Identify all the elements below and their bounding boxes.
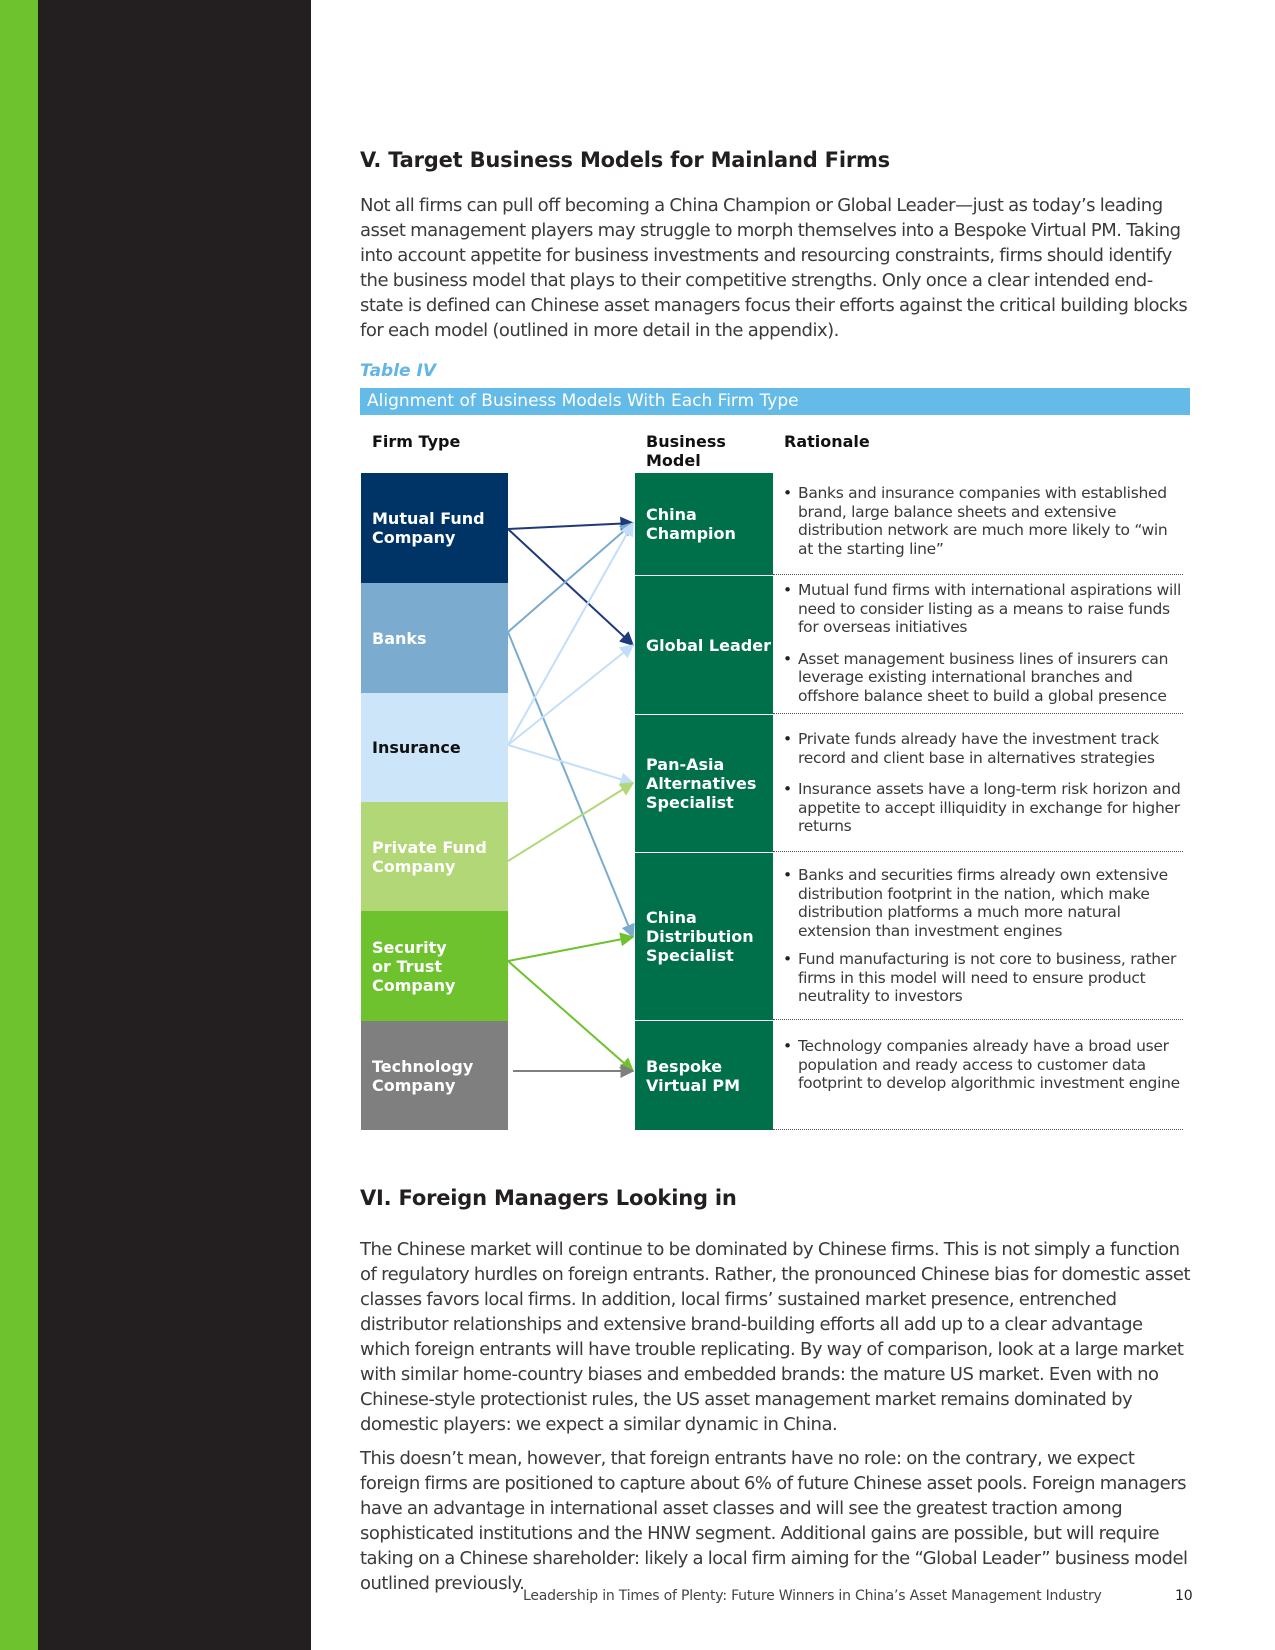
- firm-type-label: Banks: [372, 628, 427, 648]
- section-heading-foreign-managers: VI. Foreign Managers Looking in: [360, 1186, 737, 1210]
- rationale-bullet: • Insurance assets have a long-term risk horizon and appetite to accept illiquidity in exchange for higher returns: [783, 780, 1183, 836]
- column-header-business-model: Business Model: [646, 432, 726, 470]
- section6-paragraph-1: The Chinese market will continue to be dominated by Chinese firms. This is not simply a function of regulatory hurdles on foreign entrants. Rather, the pronounced Chinese bias for domestic asset classes favors local firms. In addition, local firms’ sustained market presence, entrenched distributor relationships and extensive brand-building efforts all add up to a clear advantage which foreign entrants will have trouble replicating. By way of comparison, look at a large market with similar home-country biases and embedded brands: the mature US market. Even with no Chinese-style protectionist rules, the US asset management market remains dominated by domestic players: we expect a similar dynamic in China.: [360, 1239, 1191, 1435]
- rationale-bullet: • Mutual fund firms with international aspirations will need to consider listing as a means to raise funds for overseas initiatives: [783, 581, 1183, 637]
- rationale-bullet: • Banks and insurance companies with established brand, large balance sheets and extensive distribution network are much more likely to “win at the starting line”: [783, 484, 1183, 558]
- arrow-4-to-3: [508, 937, 633, 961]
- firm-type-label: Insurance: [372, 738, 461, 757]
- rationale-bullet: • Asset management business lines of insurers can leverage existing international branches and offshore balance sheet to build a global presence: [783, 650, 1183, 706]
- business-model-label: Global Leader: [646, 635, 771, 655]
- business-model-label: China Champion: [646, 505, 736, 543]
- table-title: Alignment of Business Models With Each Firm Type: [360, 388, 1190, 415]
- arrow-0-to-1: [508, 529, 633, 645]
- rationale-bullet: • Technology companies already have a broad user population and ready access to customer data footprint to develop algorithmic investment engine: [783, 1037, 1183, 1093]
- business-model-label: China Distribution Specialist: [646, 908, 754, 965]
- rationale-bullet: • Banks and securities firms already own extensive distribution footprint in the nation, which make distribution platforms a much more natural extension than investment engines: [783, 866, 1183, 940]
- arrow-1-to-0: [508, 523, 633, 632]
- left-dark-panel: [38, 0, 311, 1650]
- rationale-bullet: • Fund manufacturing is not core to business, rather firms in this model will need to ensure product neutrality to investors: [783, 950, 1183, 1006]
- table-label: Table IV: [360, 361, 436, 381]
- arrow-2-to-0: [508, 523, 633, 745]
- business-model-label: Bespoke Virtual PM: [646, 1056, 741, 1095]
- footer-page-number: 10: [1175, 1588, 1193, 1604]
- firm-type-label: Private Fund Company: [372, 837, 487, 876]
- column-header-firm-type: Firm Type: [372, 432, 461, 451]
- arrow-2-to-2: [508, 745, 633, 783]
- arrow-1-to-3: [508, 632, 633, 937]
- firm-type-label: Mutual Fund Company: [372, 509, 485, 547]
- arrow-2-to-1: [508, 645, 633, 745]
- section5-paragraph: Not all firms can pull off becoming a China Champion or Global Leader—just as today’s leading asset management players may struggle to morph themselves into a Bespoke Virtual PM. Taking into account appetite for business investments and resourcing constraints, firms should identify the business model that plays to their competitive strengths. Only once a clear intended end-state is defined can Chinese asset managers focus their efforts against the critical building blocks for each model (outlined in more detail in the appendix).: [360, 195, 1188, 341]
- firm-type-label: Security or Trust Company: [372, 937, 456, 995]
- rationale-bullet: • Private funds already have the investment track record and client base in alternatives strategies: [783, 730, 1183, 767]
- connector-arrows: [360, 0, 1190, 1150]
- section-heading-target-business-models: V. Target Business Models for Mainland Firms: [360, 148, 890, 172]
- arrow-4-to-4: [508, 961, 633, 1071]
- arrow-0-to-0: [508, 523, 633, 529]
- left-accent-bar: [0, 0, 38, 1650]
- firm-type-label: Technology Company: [372, 1056, 474, 1095]
- business-model-label: Pan-Asia Alternatives Specialist: [646, 755, 757, 812]
- footer-title: Leadership in Times of Plenty: Future Winners in China’s Asset Management Industry: [523, 1588, 1102, 1604]
- arrow-3-to-2: [508, 783, 633, 861]
- section6-paragraph-2: This doesn’t mean, however, that foreign entrants have no role: on the contrary, we expect foreign firms are positioned to capture about 6% of future Chinese asset pools. Foreign managers have an advantage in international asset classes and will see the greatest traction among sophisticated institutions and the HNW segment. Additional gains are possible, but will require taking on a Chinese shareholder: likely a local firm aiming for the “Global Leader” business model outlined previously.: [360, 1448, 1188, 1594]
- column-header-rationale: Rationale: [784, 432, 870, 451]
